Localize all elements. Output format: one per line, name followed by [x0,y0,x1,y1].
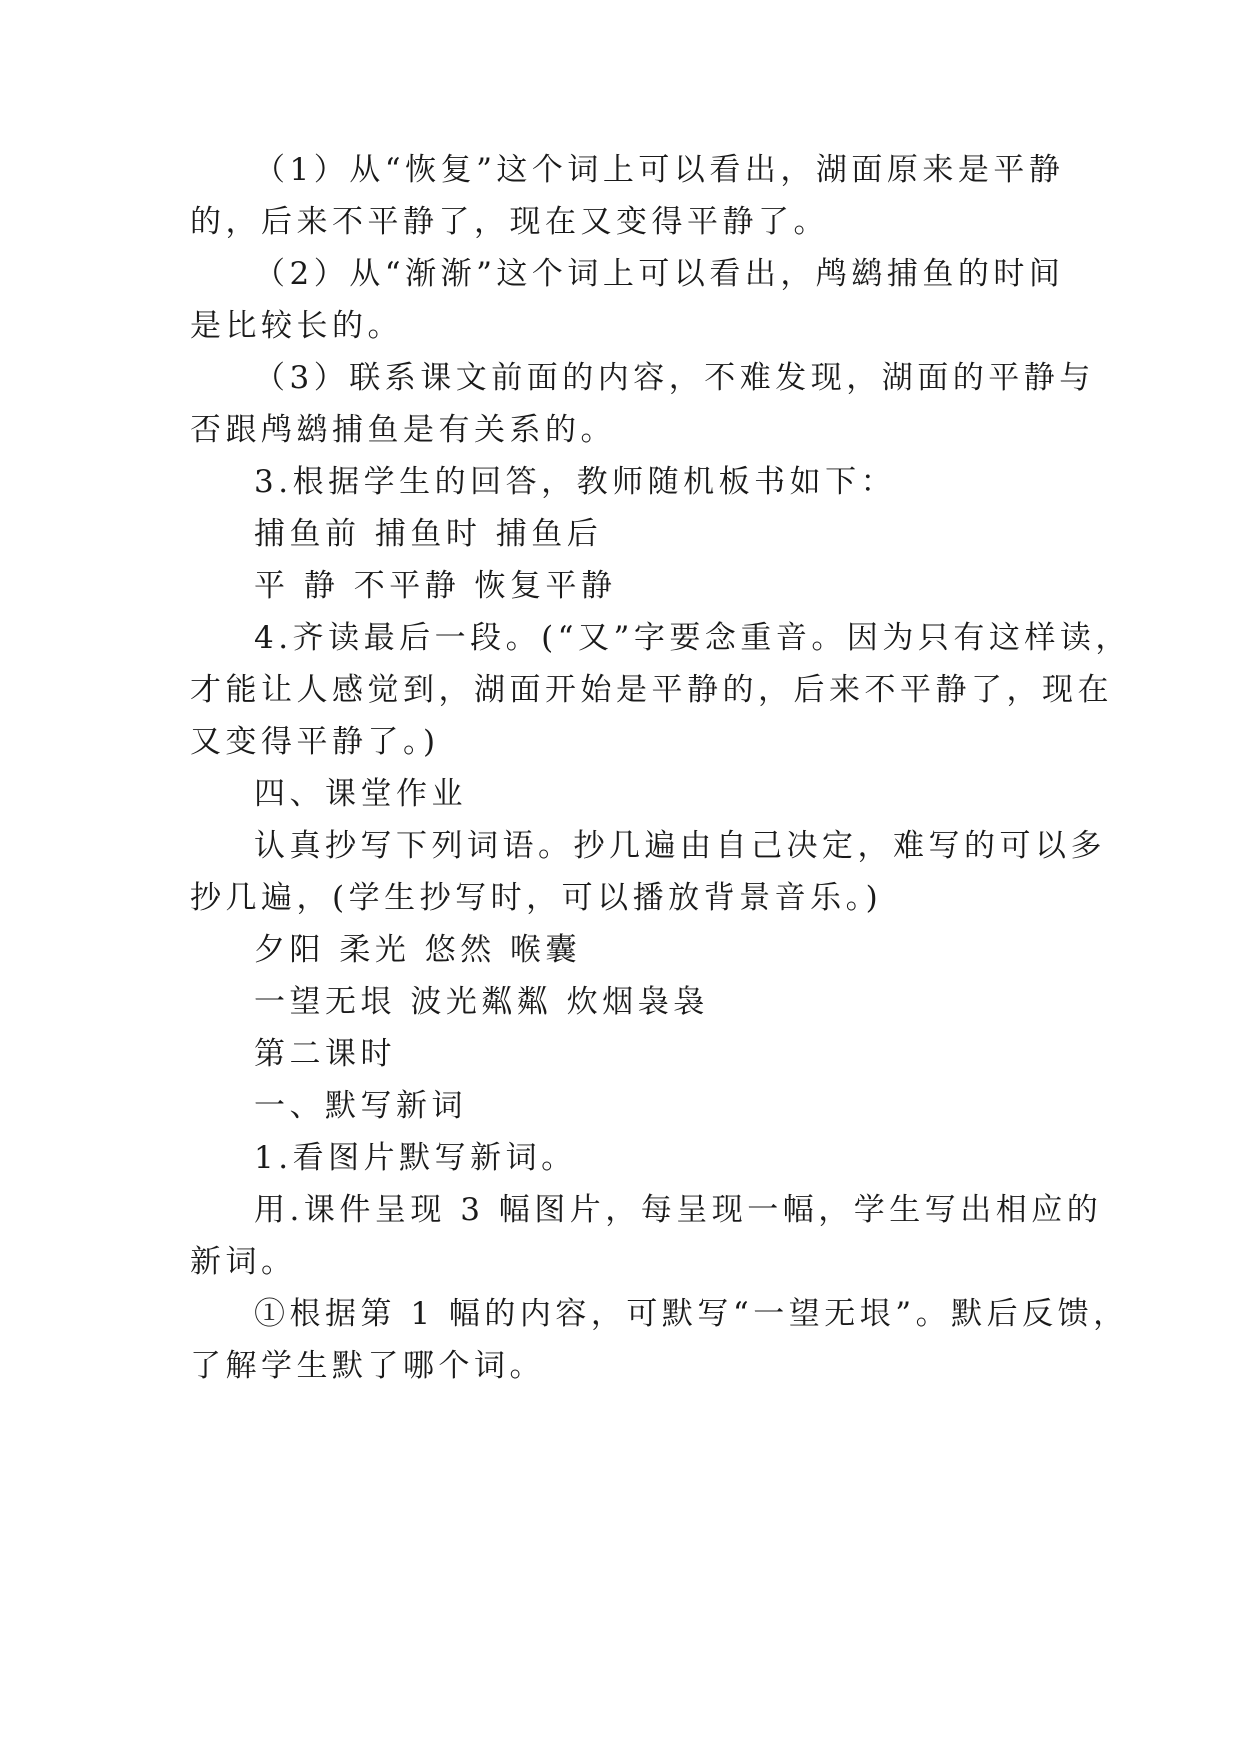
word-list-line-2: 一望无垠 波光粼粼 炊烟袅袅 [254,984,709,1020]
paragraph-line-24: 了解学生默了哪个词。 [190,1348,545,1384]
paragraph-line-1: （1）从“恢复”这个词上可以看出，湖面原来是平静 [254,152,1065,188]
paragraph-line-10: 4.齐读最后一段。(“又”字要念重音。因为只有这样读， [254,620,1131,656]
paragraph-line-12: 又变得平静了。) [190,724,440,760]
paragraph-line-9: 平 静 不平静 恢复平静 [254,568,617,604]
section-heading-dictation: 一、默写新词 [254,1088,467,1124]
paragraph-line-8: 捕鱼前 捕鱼时 捕鱼后 [254,516,603,552]
paragraph-line-3: （2）从“渐渐”这个词上可以看出，鸬鹚捕鱼的时间 [254,256,1065,292]
section-heading-homework: 四、课堂作业 [254,776,467,812]
paragraph-line-21: 用.课件呈现 3 幅图片，每呈现一幅，学生写出相应的 [254,1192,1103,1228]
word-list-line-1: 夕阳 柔光 悠然 喉囊 [254,932,582,968]
paragraph-line-7: 3.根据学生的回答，教师随机板书如下： [254,464,897,500]
paragraph-line-5: （3）联系课文前面的内容，不难发现，湖面的平静与 [254,360,1095,396]
paragraph-line-4: 是比较长的。 [190,308,403,344]
lesson-heading: 第二课时 [254,1036,396,1072]
paragraph-line-20: 1.看图片默写新词。 [254,1140,577,1176]
paragraph-line-2: 的，后来不平静了，现在又变得平静了。 [190,204,829,240]
paragraph-line-23: ①根据第 1 幅的内容，可默写“一望无垠”。默后反馈， [254,1296,1129,1332]
paragraph-line-11: 才能让人感觉到，湖面开始是平静的，后来不平静了，现在 [190,672,1113,708]
paragraph-line-15: 抄几遍，(学生抄写时，可以播放背景音乐。) [190,880,883,916]
paragraph-line-14: 认真抄写下列词语。抄几遍由自己决定，难写的可以多 [254,828,1106,864]
paragraph-line-6: 否跟鸬鹚捕鱼是有关系的。 [190,412,616,448]
paragraph-line-22: 新词。 [190,1244,297,1280]
